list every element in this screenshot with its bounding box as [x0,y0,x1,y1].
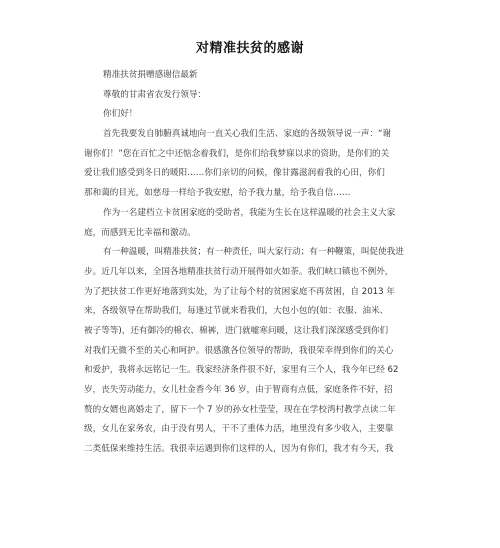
text-line: 二类低保来维持生活。我很幸运遇到你们这样的人，因为有你们，我才有今天，我 [84,444,394,455]
text-line: 赘的女婿也离婚走了，留下一个 7 岁的孙女杜莹莹，现在在学校湾村教学点读二年 [84,404,396,415]
text-line: 和爱护，我将永远铭记一生。我家经济条件很不好，家里有三个人，我今年已经 62 [84,365,399,376]
text-line: 有一种温暖，叫精准扶贫；有一种责任，叫大家行动；有一种鞭策，叫促使我进 [103,247,404,258]
text-line: 岁，丧失劳动能力，女儿杜金香今年 36 岁，由于智商有点低，家庭条件不好，招 [84,385,393,395]
text-line: 被子等等)，还有御冷的棉衣、棉裤，进门就嘘寒问暖，这让我们深深感受到你们 [84,325,389,336]
document-title: 对精准扶贫的感谢 [195,41,304,56]
text-line: 爱让我们感受到冬日的暖阳……你们亲切的问候，像甘露滋润着我的心田，你们 [84,168,385,179]
text-line: 来，各级领导在帮助我们，每逢过节就来看我们，大包小包的(如：衣服、油米、 [84,306,389,317]
text-line: 庭，而感到无比幸福和激动。 [84,227,196,238]
text-line: 那和蔼的目光，如慈母一样给予我安慰，给予我力量，给予我自信…… [84,188,351,199]
text-line: 首先我要发自肺腑真诚地向一直关心我们生活、家庭的各级领导说一声：“谢 [103,129,392,140]
text-line: 级，女儿在家务农，由于没有男人，干不了重体力活，地里没有多少收入，主要靠 [84,424,394,435]
text-line: 为了把扶贫工作更好地落到实处，为了让每个村的贫困家庭不再贫困，自 2013 年 [84,286,395,297]
text-line: 精准扶贫捐赠感谢信最新 [103,70,198,80]
text-line: 对我们无微不至的关心和呵护。很感激各位领导的帮助，我很荣幸得到你们的关心 [84,345,394,356]
text-line: 作为一名建档立卡贫困家庭的受助者，我能为生长在这样温暖的社会主义大家 [103,207,396,218]
text-line: 你们好！ [103,109,138,120]
text-line: 步。近几年以来，全国各地精准扶贫行动开展得如火如荼。我们峡口镇也不例外， [84,266,394,277]
text-line: 尊敬的甘肃省农发行领导： [103,89,207,100]
text-line: 谢你们！”您在百忙之中还惦念着我们，是你们给我梦寐以求的资助，是你们的关 [84,148,390,159]
document-body [84,66,416,460]
